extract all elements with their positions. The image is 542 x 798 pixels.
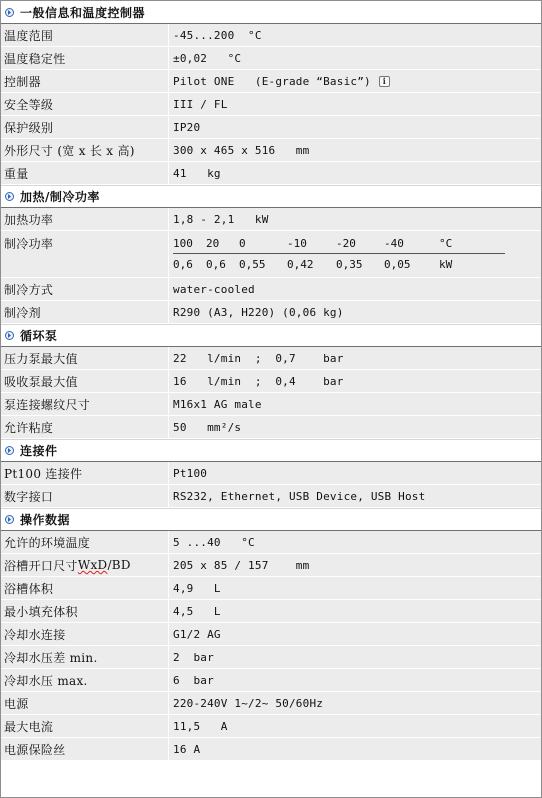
expand-circle-icon[interactable]: [5, 331, 14, 340]
spec-row: [1, 93, 541, 116]
cooling-power-cell: 0,35: [336, 258, 363, 271]
spec-row: [1, 301, 541, 324]
section-operating-header[interactable]: [1, 508, 541, 531]
spec-label: 允许的环境温度: [1, 531, 169, 553]
spec-label: 加热功率: [1, 208, 169, 230]
spec-value: ±0,02 °C: [173, 51, 242, 65]
spec-row: [1, 485, 541, 508]
spec-value: G1/2 AG: [173, 627, 221, 641]
spec-value: 4,9 L: [173, 581, 221, 595]
spec-value: 16 A: [173, 742, 201, 756]
spec-label: 制冷方式: [1, 278, 169, 300]
spec-row: [1, 692, 541, 715]
section-title: 循环泵: [20, 329, 58, 343]
spec-label: 最小填充体积: [1, 600, 169, 622]
spec-value: 50 mm²/s: [173, 420, 242, 434]
spec-row: [1, 623, 541, 646]
spec-label: 制冷功率: [1, 231, 169, 277]
spec-row: [1, 577, 541, 600]
spec-row: [1, 162, 541, 185]
spec-value: M16x1 AG male: [173, 397, 262, 411]
spec-value: 300 x 465 x 516 mm: [173, 143, 310, 157]
spec-value: RS232, Ethernet, USB Device, USB Host: [173, 489, 426, 503]
spec-value: 22 l/min ; 0,7 bar: [173, 351, 344, 365]
cooling-temps-row: [173, 233, 505, 254]
spec-row: [1, 70, 541, 93]
spec-row: [1, 669, 541, 692]
spec-label: 安全等级: [1, 93, 169, 115]
section-pump-header[interactable]: [1, 324, 541, 347]
spec-row: [1, 715, 541, 738]
spec-value: 1,8 - 2,1 kW: [173, 212, 269, 226]
spec-row: [1, 600, 541, 623]
spec-row: [1, 531, 541, 554]
spec-label: Pt100 连接件: [1, 462, 169, 484]
spec-row: [1, 24, 541, 47]
spec-row: [1, 416, 541, 439]
cooling-power-cell: 0,55: [239, 258, 266, 271]
cooling-temp-unit: °C: [439, 236, 453, 250]
spec-value: 2 bar: [173, 650, 214, 664]
spec-row: [1, 393, 541, 416]
cooling-powers-row: [173, 254, 505, 275]
spec-label: 重量: [1, 162, 169, 184]
section-general-header[interactable]: [1, 1, 541, 24]
section-title: 连接件: [20, 444, 58, 458]
section-power-header[interactable]: [1, 185, 541, 208]
spec-value: 4,5 L: [173, 604, 221, 618]
spec-label: 冷却水压差 min.: [1, 646, 169, 668]
spec-label: 吸收泵最大值: [1, 370, 169, 392]
cooling-power-cell: 0,05: [384, 258, 411, 271]
cooling-power-unit: kW: [439, 258, 453, 271]
spec-label: 控制器: [1, 70, 169, 92]
spec-value: -45...200 °C: [173, 28, 262, 42]
spec-label: 冷却水连接: [1, 623, 169, 645]
spec-label: 允许粘度: [1, 416, 169, 438]
spec-row: [1, 462, 541, 485]
cooling-power-cell: 0,6: [173, 258, 193, 271]
spec-row: [1, 738, 541, 761]
cooling-power-table: [169, 231, 541, 277]
spec-label-bath-opening: [1, 554, 169, 576]
section-title: 加热/制冷功率: [20, 190, 100, 204]
spec-row: [1, 278, 541, 301]
spec-row: [1, 347, 541, 370]
spec-label: 压力泵最大值: [1, 347, 169, 369]
cooling-temp-cell: 100: [173, 236, 193, 250]
spec-label: 温度稳定性: [1, 47, 169, 69]
label-text: /BD: [107, 558, 131, 572]
spec-label: 制冷剂: [1, 301, 169, 323]
spec-value: 16 l/min ; 0,4 bar: [173, 374, 344, 388]
spec-row: [1, 47, 541, 70]
section-title: 一般信息和温度控制器: [20, 5, 146, 20]
expand-circle-icon[interactable]: [5, 8, 14, 17]
spec-row: [1, 554, 541, 577]
spec-row: [1, 139, 541, 162]
spec-label: 冷却水压 max.: [1, 669, 169, 691]
spec-value: 220-240V 1~/2~ 50/60Hz: [173, 696, 324, 710]
spec-value: R290 (A3, H220) (0,06 kg): [173, 305, 344, 319]
expand-circle-icon[interactable]: [5, 446, 14, 455]
spec-label: 保护级别: [1, 116, 169, 138]
spec-row: [1, 646, 541, 669]
expand-circle-icon[interactable]: [5, 515, 14, 524]
cooling-temp-cell: -20: [336, 236, 356, 250]
cooling-temp-cell: -10: [287, 236, 307, 250]
cooling-power-cell: 0,42: [287, 258, 314, 271]
label-text: 浴槽开口尺寸: [4, 558, 78, 573]
spec-value-controller: [169, 70, 541, 92]
spec-label: 浴槽体积: [1, 577, 169, 599]
spec-value: 205 x 85 / 157 mm: [173, 558, 310, 572]
cooling-power-cell: 0,6: [206, 258, 226, 271]
spec-value: 6 bar: [173, 673, 214, 687]
cooling-temp-cell: 0: [239, 236, 246, 250]
section-title: 操作数据: [20, 513, 71, 527]
controller-text: Pilot ONE (E-grade “Basic”): [173, 74, 371, 88]
spec-label: 电源: [1, 692, 169, 714]
spec-label: 外形尺寸 (宽 x 长 x 高): [1, 139, 169, 161]
spellcheck-mark: WxD: [77, 558, 108, 572]
spec-label: 数字接口: [1, 485, 169, 507]
spec-row: [1, 116, 541, 139]
spec-value: III / FL: [173, 97, 228, 111]
spec-label: 电源保险丝: [1, 738, 169, 760]
expand-circle-icon[interactable]: [5, 192, 14, 201]
cooling-temp-cell: -40: [384, 236, 404, 250]
spec-value: water-cooled: [173, 282, 255, 296]
spec-row-cooling-power: [1, 231, 541, 278]
cooling-temp-cell: 20: [206, 236, 220, 250]
section-connections-header[interactable]: [1, 439, 541, 462]
spec-value: 5 ...40 °C: [173, 535, 255, 549]
spec-row: [1, 208, 541, 231]
spec-label: 泵连接螺纹尺寸: [1, 393, 169, 415]
spec-value: IP20: [173, 120, 201, 134]
spec-row: [1, 370, 541, 393]
spec-value: 11,5 A: [173, 719, 228, 733]
spec-label: 最大电流: [1, 715, 169, 737]
spec-label: 温度范围: [1, 24, 169, 46]
spec-value: 41 kg: [173, 166, 221, 180]
spec-value: Pt100: [173, 466, 208, 480]
info-icon[interactable]: i: [379, 76, 390, 87]
